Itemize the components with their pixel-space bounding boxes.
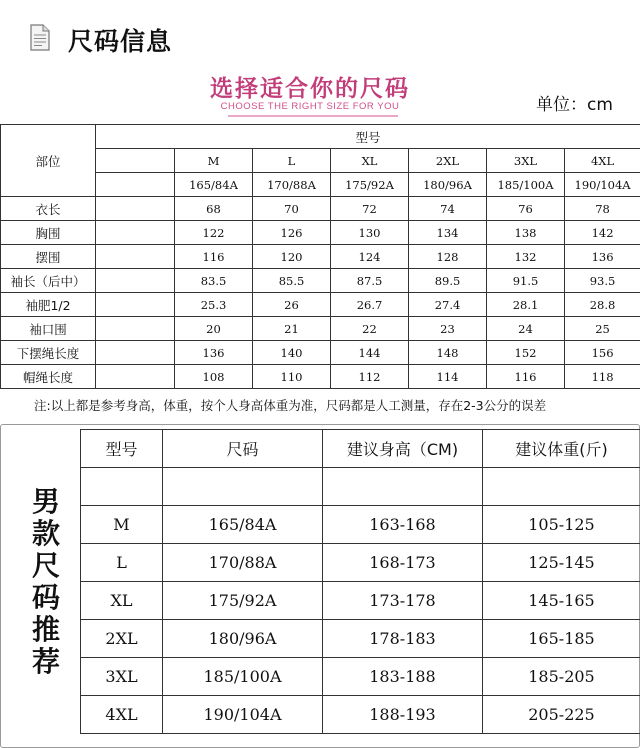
measure-cell: 136 [565, 245, 640, 269]
recommend-cell: 163-168 [323, 506, 483, 544]
recommend-cell: 185-205 [483, 658, 640, 696]
row-spacer-cell [96, 341, 175, 365]
measure-cell: 78 [565, 197, 640, 221]
table-row [81, 620, 640, 658]
spec-cell: 165/84A [175, 173, 253, 197]
table-row [81, 544, 640, 582]
page-title: 尺码信息 [68, 27, 173, 56]
size-table [0, 124, 640, 389]
table-row [1, 197, 640, 221]
size-cell: 3XL [487, 149, 565, 173]
measure-cell: 120 [253, 245, 331, 269]
measure-cell: 24 [487, 317, 565, 341]
recommend-cell: 165/84A [163, 506, 323, 544]
recommend-header-row [81, 430, 640, 468]
row-spacer-cell [96, 269, 175, 293]
measure-cell: 23 [409, 317, 487, 341]
measure-cell: 93.5 [565, 269, 640, 293]
recommend-header-cell: 型号 [81, 430, 163, 468]
measure-cell: 83.5 [175, 269, 253, 293]
unit-label: 单位：cm [536, 95, 613, 115]
side-title-char: 荐 [31, 645, 60, 678]
banner-underline [228, 115, 398, 117]
side-title-char: 推 [31, 613, 60, 646]
measure-cell: 138 [487, 221, 565, 245]
measurement-note: 注:以上都是参考身高，体重，按个人身高体重为准，尺码都是人工测量，存在2-3公分的误差 [34, 398, 547, 413]
measure-cell: 142 [565, 221, 640, 245]
measure-cell: 68 [175, 197, 253, 221]
recommend-header-cell: 建议体重(斤) [483, 430, 640, 468]
measure-cell: 27.4 [409, 293, 487, 317]
measure-cell: 118 [565, 365, 640, 389]
row-spacer-cell [96, 221, 175, 245]
row-label: 帽绳长度 [1, 365, 96, 389]
row-label: 摆围 [1, 245, 96, 269]
spec-cell: 175/92A [331, 173, 409, 197]
banner-title: 选择适合你的尺码 [210, 76, 410, 102]
row-spacer-cell [96, 197, 175, 221]
table-row [1, 341, 640, 365]
recommend-cell: 165-185 [483, 620, 640, 658]
recommend-cell: 173-178 [323, 582, 483, 620]
measure-cell: 134 [409, 221, 487, 245]
recommend-cell: 188-193 [323, 696, 483, 734]
measure-cell: 144 [331, 341, 409, 365]
measure-cell: 28.8 [565, 293, 640, 317]
recommend-header-cell: 建议身高（CM) [323, 430, 483, 468]
measure-cell: 108 [175, 365, 253, 389]
recommend-cell: 170/88A [163, 544, 323, 582]
size-cell: M [175, 149, 253, 173]
recommend-cell: XL [81, 582, 163, 620]
recommend-cell: 2XL [81, 620, 163, 658]
table-row [81, 658, 640, 696]
size-spacer-cell [96, 149, 175, 173]
measure-cell: 89.5 [409, 269, 487, 293]
measure-cell: 156 [565, 341, 640, 365]
measure-cell: 112 [331, 365, 409, 389]
table-row [1, 293, 640, 317]
recommend-cell: 4XL [81, 696, 163, 734]
table-row [1, 317, 640, 341]
recommend-cell: 180/96A [163, 620, 323, 658]
measure-cell: 114 [409, 365, 487, 389]
recommend-cell: 183-188 [323, 658, 483, 696]
measure-cell: 25 [565, 317, 640, 341]
row-spacer-cell [96, 365, 175, 389]
measure-cell: 122 [175, 221, 253, 245]
size-header-row [1, 149, 640, 173]
measure-cell: 124 [331, 245, 409, 269]
recommend-cell: 145-165 [483, 582, 640, 620]
spec-header-row [1, 173, 640, 197]
recommend-cell: 185/100A [163, 658, 323, 696]
measure-cell: 25.3 [175, 293, 253, 317]
model-header: 型号 [96, 125, 640, 149]
spec-cell: 185/100A [487, 173, 565, 197]
recommend-cell: 190/104A [163, 696, 323, 734]
measure-cell: 136 [175, 341, 253, 365]
measure-cell: 140 [253, 341, 331, 365]
side-title-char: 码 [31, 581, 60, 614]
measure-cell: 76 [487, 197, 565, 221]
recommend-cell: 168-173 [323, 544, 483, 582]
size-cell: 2XL [409, 149, 487, 173]
measure-cell: 85.5 [253, 269, 331, 293]
size-cell: L [253, 149, 331, 173]
table-row [81, 506, 640, 544]
table-row [1, 365, 640, 389]
row-label: 下摆绳长度 [1, 341, 96, 365]
measure-cell: 21 [253, 317, 331, 341]
measure-cell: 28.1 [487, 293, 565, 317]
measure-cell: 116 [175, 245, 253, 269]
table-row [1, 269, 640, 293]
row-label: 袖肥1/2 [1, 293, 96, 317]
empty-cell [483, 468, 640, 506]
recommend-side-title [26, 486, 66, 678]
row-spacer-cell [96, 317, 175, 341]
measure-cell: 26 [253, 293, 331, 317]
measure-cell: 22 [331, 317, 409, 341]
recommend-cell: L [81, 544, 163, 582]
measure-cell: 74 [409, 197, 487, 221]
recommend-header-cell: 尺码 [163, 430, 323, 468]
spec-spacer-cell [96, 173, 175, 197]
row-label: 袖长（后中） [1, 269, 96, 293]
row-label: 袖口围 [1, 317, 96, 341]
measure-cell: 72 [331, 197, 409, 221]
measure-cell: 128 [409, 245, 487, 269]
recommend-cell: 178-183 [323, 620, 483, 658]
row-label: 胸围 [1, 221, 96, 245]
measure-cell: 91.5 [487, 269, 565, 293]
side-title-char: 款 [31, 517, 60, 550]
row-label: 衣长 [1, 197, 96, 221]
row-spacer-cell [96, 245, 175, 269]
recommend-empty-row [81, 468, 640, 506]
measure-cell: 70 [253, 197, 331, 221]
empty-cell [163, 468, 323, 506]
measure-cell: 152 [487, 341, 565, 365]
measure-cell: 20 [175, 317, 253, 341]
table-row [1, 221, 640, 245]
measure-cell: 126 [253, 221, 331, 245]
recommend-cell: 105-125 [483, 506, 640, 544]
empty-cell [81, 468, 163, 506]
measure-cell: 110 [253, 365, 331, 389]
table-row [81, 582, 640, 620]
table-row [81, 696, 640, 734]
document-icon [30, 24, 50, 51]
measure-cell: 132 [487, 245, 565, 269]
row-spacer-cell [96, 293, 175, 317]
measure-cell: 130 [331, 221, 409, 245]
part-header: 部位 [1, 125, 96, 197]
size-cell: XL [331, 149, 409, 173]
side-title-char: 尺 [31, 549, 60, 582]
spec-cell: 170/88A [253, 173, 331, 197]
measure-cell: 87.5 [331, 269, 409, 293]
measure-cell: 116 [487, 365, 565, 389]
size-cell: 4XL [565, 149, 640, 173]
banner-subtitle: CHOOSE THE RIGHT SIZE FOR YOU [220, 101, 400, 112]
table-row [1, 245, 640, 269]
recommend-table [80, 429, 640, 734]
spec-cell: 180/96A [409, 173, 487, 197]
measure-cell: 26.7 [331, 293, 409, 317]
page-header [0, 0, 640, 80]
recommend-cell: M [81, 506, 163, 544]
spec-cell: 190/104A [565, 173, 640, 197]
recommend-cell: 3XL [81, 658, 163, 696]
recommend-cell: 175/92A [163, 582, 323, 620]
recommend-cell: 125-145 [483, 544, 640, 582]
empty-cell [323, 468, 483, 506]
recommend-cell: 205-225 [483, 696, 640, 734]
side-title-char: 男 [31, 485, 60, 518]
measure-cell: 148 [409, 341, 487, 365]
